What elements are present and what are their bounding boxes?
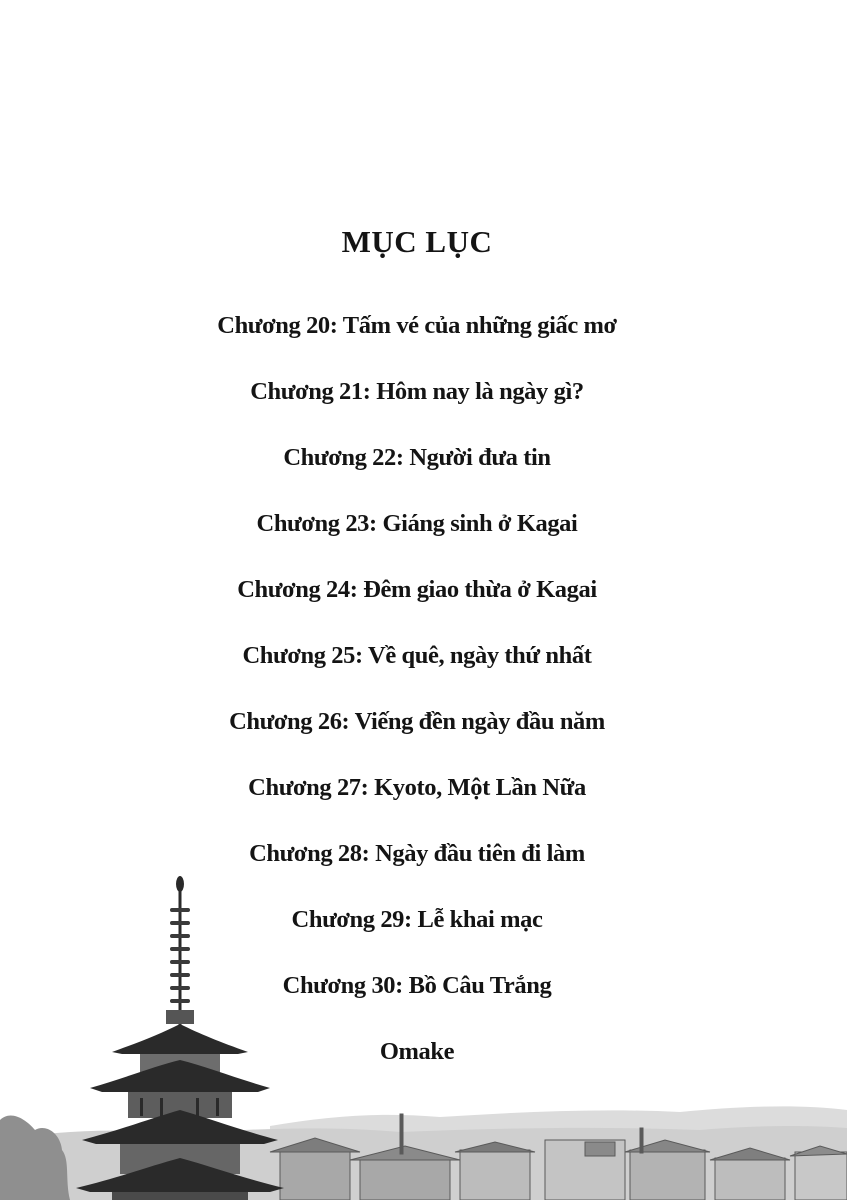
toc-item-chapter-26[interactable]: Chương 26: Viếng đền ngày đầu năm	[229, 708, 605, 735]
left-foliage	[0, 1115, 70, 1200]
toc-item-chapter-20[interactable]: Chương 20: Tấm vé của những giấc mơ	[217, 312, 617, 339]
toc-item-chapter-29[interactable]: Chương 29: Lễ khai mạc	[291, 906, 543, 933]
toc-item-omake[interactable]: Omake	[379, 1038, 455, 1065]
toc-item-chapter-25[interactable]: Chương 25: Về quê, ngày thứ nhất	[242, 642, 592, 669]
toc-item-chapter-21[interactable]: Chương 21: Hôm nay là ngày gì?	[250, 378, 584, 405]
toc-item-chapter-24[interactable]: Chương 24: Đêm giao thừa ở Kagai	[237, 576, 597, 603]
toc-item-chapter-23[interactable]: Chương 23: Giáng sinh ở Kagai	[256, 510, 578, 537]
toc-item-chapter-30[interactable]: Chương 30: Bồ Câu Trắng	[282, 972, 552, 999]
toc-item-chapter-27[interactable]: Chương 27: Kyoto, Một Lần Nữa	[248, 774, 586, 801]
pagoda-and-rooftops-illustration	[0, 870, 847, 1200]
page-title: MỤC LỤC	[341, 223, 493, 259]
toc-item-chapter-22[interactable]: Chương 22: Người đưa tin	[283, 444, 551, 471]
toc-item-chapter-28[interactable]: Chương 28: Ngày đầu tiên đi làm	[249, 840, 585, 867]
